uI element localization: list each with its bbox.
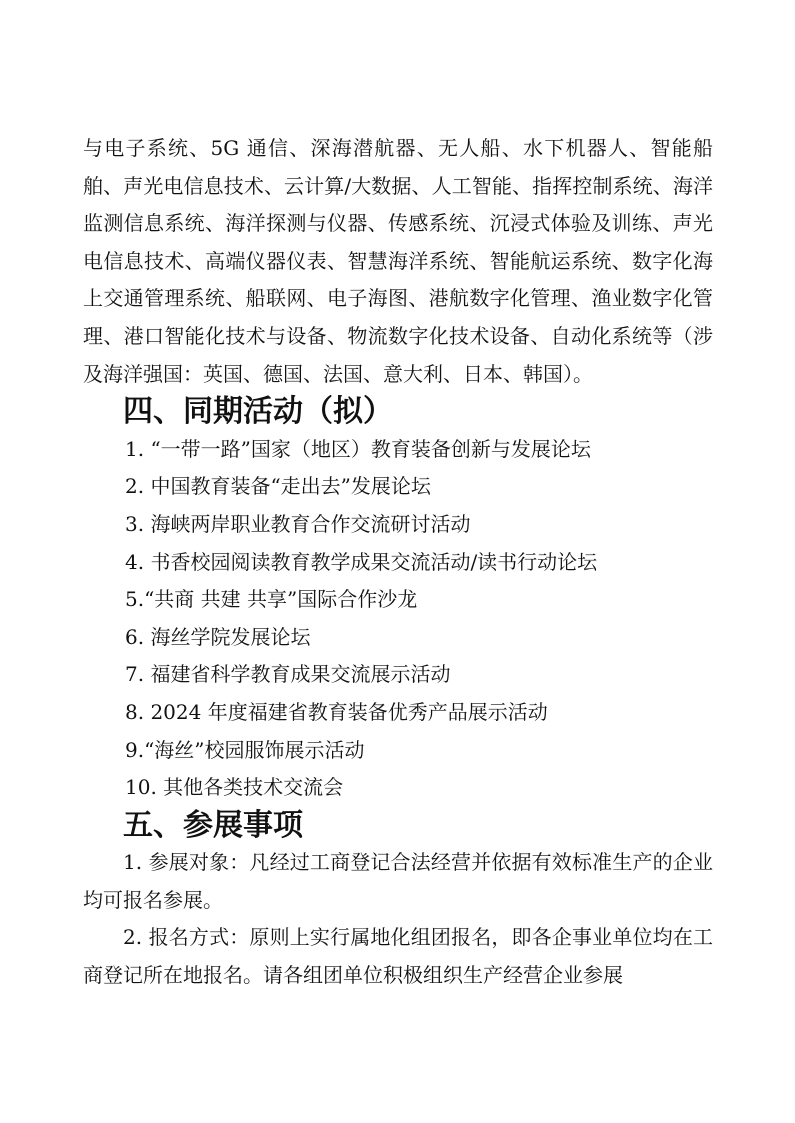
list-item: 5.“共商 共建 共享”国际合作沙龙 [125, 587, 418, 612]
exhibitor-eligibility-paragraph: 1. 参展对象：凡经过工商登记合法经营并依据有效标准生产的企业均可报名参展。 [83, 850, 713, 912]
exhibit-scope-paragraph: 与电子系统、5G 通信、深海潜航器、无人船、水下机器人、智能船舶、声光电信息技术、云计算/大数据、人工智能、指挥控制系统、海洋监测信息系统、海洋探测与仪器、传感系统、沉浸式体验及训练、声光电信息技术、高端仪器仪表、智慧海洋系统、智能航运系统、数字化海上交通管理系统、船联网、电子海图、港航数字化管理、渔业数字化管理、港口智能化技术与设备、物流数字化技术设备、自动化系统等（涉及海洋强国：英国、德国、法国、意大利、日本、韩国）。 [83, 136, 713, 386]
list-item: 2. 中国教育装备“走出去”发展论坛 [125, 474, 431, 499]
concurrent-events-list [83, 431, 713, 807]
list-item: 7. 福建省科学教育成果交流展示活动 [125, 662, 451, 687]
list-item: 3. 海峡两岸职业教育合作交流研讨活动 [125, 511, 471, 536]
list-item: 6. 海丝学院发展论坛 [125, 624, 311, 649]
document-body [83, 130, 713, 995]
list-item: 9.“海丝”校园服饰展示活动 [125, 737, 365, 762]
list-item: 4. 书香校园阅读教育教学成果交流活动/读书行动论坛 [125, 549, 598, 574]
list-item: 10. 其他各类技术交流会 [125, 775, 344, 800]
section-heading-exhibition-matters: 五、参展事项 [123, 807, 303, 843]
registration-method-paragraph: 2. 报名方式：原则上实行属地化组团报名，即各企事业单位均在工商登记所在地报名。请各组团单位积极组织生产经营企业参展 [83, 925, 713, 988]
list-item: 1. “一带一路”国家（地区）教育装备创新与发展论坛 [125, 436, 591, 461]
list-item: 8. 2024 年度福建省教育装备优秀产品展示活动 [125, 699, 548, 724]
section-heading-concurrent-events: 四、同期活动（拟） [123, 394, 393, 430]
